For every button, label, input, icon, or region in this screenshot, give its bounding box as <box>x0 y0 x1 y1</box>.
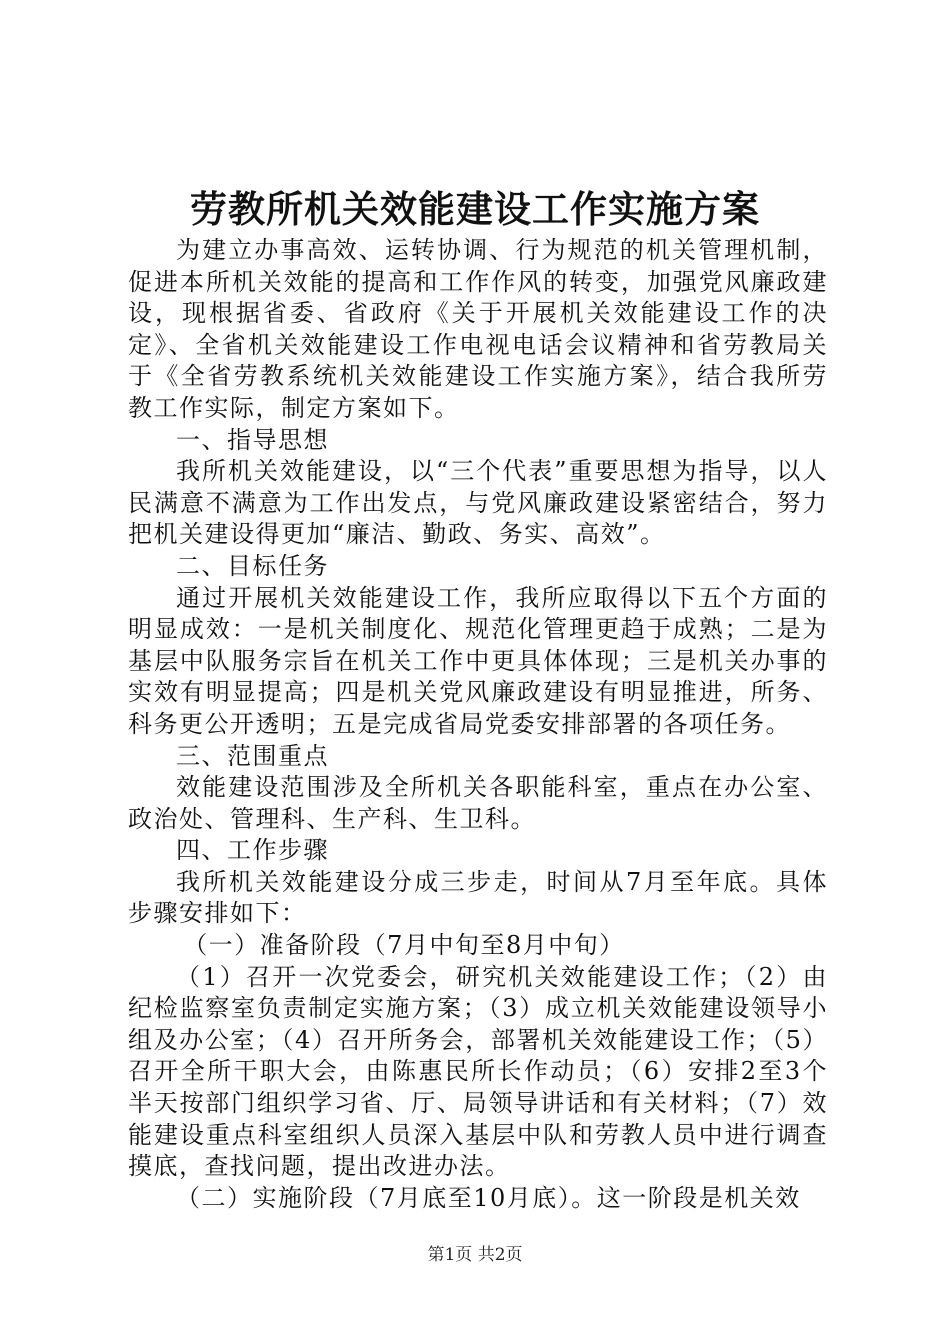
document-body <box>128 235 828 1214</box>
section-heading-steps: 四、工作步骤 <box>176 836 329 865</box>
intro-paragraph: 为建立办事高效、运转协调、行为规范的机关管理机制，促进本所机关效能的提高和工作作风的转变，加强党风廉政建设，现根据省委、省政府《关于开展机关效能建设工作的决定》、全省机关效能建设工作电视电话会议精神和省劳教局关于《全省劳教系统机关效能建设工作实施方案》，结合我所劳教工作实际，制定方案如下。 <box>128 236 828 422</box>
preparation-paragraph: （1）召开一次党委会，研究机关效能建设工作；（2）由纪检监察室负责制定实施方案；（3）成立机关效能建设领导小组及办公室；（4）召开所务会，部署机关效能建设工作；（5）召开全所干职大会，由陈惠民所长作动员；（6）安排2至3个半天按部门组织学习省、厅、局领导讲话和有关材料；（7）效能建设重点科室组织人员深入基层中队和劳教人员中进行调查摸底，查找问题，提出改进办法。 <box>128 962 828 1181</box>
section-heading-scope: 三、范围重点 <box>176 741 329 770</box>
scope-paragraph: 效能建设范围涉及全所机关各职能科室，重点在办公室、政治处、管理科、生产科、生卫科。 <box>128 773 828 833</box>
implementation-paragraph: （二）实施阶段（7月底至10月底）。这一阶段是机关效 <box>176 1183 801 1212</box>
steps-paragraph: 我所机关效能建设分成三步走，时间从7月至年底。具体步骤安排如下： <box>128 867 828 928</box>
subsection-heading-preparation: （一）准备阶段（7月中旬至8月中旬） <box>183 931 625 960</box>
goals-paragraph: 通过开展机关效能建设工作，我所应取得以下五个方面的明显成效：一是机关制度化、规范化管理更趋于成熟；二是为基层中队服务宗旨在机关工作中更具体体现；三是机关办事的实效有明显提高；四是机关党风廉政建设有明显推进，所务、科务更公开透明；五是完成省局党委安排部署的各项任务。 <box>128 583 828 738</box>
section-heading-guiding-ideology: 一、指导思想 <box>176 425 329 454</box>
page-footer: 第1页 共2页 <box>427 1245 523 1265</box>
document-title: 劳教所机关效能建设工作实施方案 <box>190 187 760 231</box>
section-heading-goals: 二、目标任务 <box>176 551 329 580</box>
guiding-ideology-paragraph: 我所机关效能建设，以“三个代表”重要思想为指导，以人民满意不满意为工作出发点，与党风廉政建设紧密结合，努力把机关建设得更加“廉洁、勤政、务实、高效”。 <box>128 457 828 549</box>
